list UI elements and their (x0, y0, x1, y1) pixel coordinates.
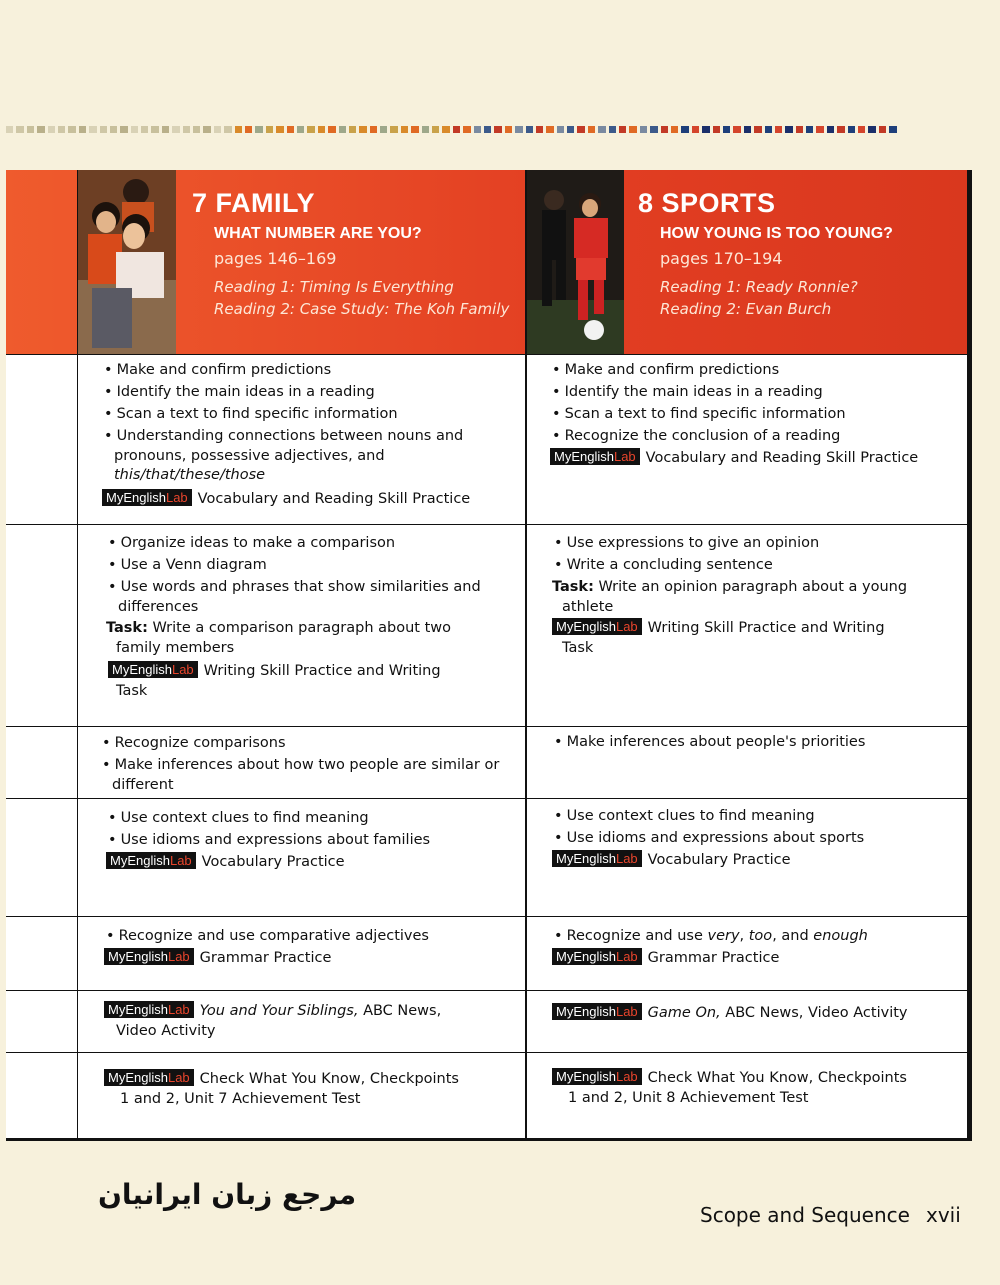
strip-square (837, 126, 844, 133)
myenglishlab-line: MyEnglishLab Vocabulary Practice (106, 851, 522, 873)
myenglishlab-line: MyEnglishLab Vocabulary Practice (552, 849, 962, 871)
unit-8-reading-1: Reading 1: Ready Ronnie? (660, 278, 858, 296)
strip-square (827, 126, 834, 133)
strip-square (785, 126, 792, 133)
myenglishlab-line: MyEnglishLab Game On, ABC News, Video Activity (552, 1002, 962, 1024)
strip-square (235, 126, 242, 133)
list-item: • Recognize and use comparative adjectives (106, 928, 429, 944)
myenglishlab-badge: MyEnglishLab (552, 618, 642, 635)
strip-square (889, 126, 896, 133)
strip-square (68, 126, 75, 133)
strip-square (172, 126, 179, 133)
strip-square (557, 126, 564, 133)
reading-cell-unit-7 (102, 359, 522, 510)
strip-square (89, 126, 96, 133)
strip-square (744, 126, 751, 133)
myenglishlab-line: MyEnglishLab You and Your Siblings, ABC News, Video Activity (104, 1000, 522, 1041)
list-item: • Use context clues to find meaning (554, 808, 815, 824)
row-divider (6, 798, 968, 799)
unit-7-pages: pages 146–169 (214, 249, 337, 268)
strip-square (806, 126, 813, 133)
strip-square (307, 126, 314, 133)
unit-7-reading-2: Reading 2: Case Study: The Koh Family (214, 300, 510, 318)
strip-square (775, 126, 782, 133)
running-footer-title: Scope and Sequence (700, 1203, 910, 1227)
strip-square (453, 126, 460, 133)
myenglishlab-badge: MyEnglishLab (104, 948, 194, 965)
strip-square (37, 126, 44, 133)
strip-square (339, 126, 346, 133)
row-divider (6, 916, 968, 917)
strip-square (16, 126, 23, 133)
myenglishlab-line: MyEnglishLab Grammar Practice (104, 947, 522, 969)
strip-square (536, 126, 543, 133)
strip-square (79, 126, 86, 133)
list-item: • Make and confirm predictions (104, 362, 332, 378)
strip-square (629, 126, 636, 133)
myenglishlab-badge: MyEnglishLab (552, 1003, 642, 1020)
list-item: • Use a Venn diagram (108, 557, 267, 573)
list-item: • Use context clues to find meaning (108, 810, 369, 826)
strip-square (484, 126, 491, 133)
writing-cell-unit-7 (106, 532, 522, 701)
strip-square (650, 126, 657, 133)
column-divider-middle (525, 170, 527, 1138)
unit-8-header (638, 188, 893, 320)
list-item: • Scan a text to find specific information (552, 406, 846, 422)
writing-task: Task: Write a comparison paragraph about two family members (106, 620, 452, 656)
strip-square (318, 126, 325, 133)
myenglishlab-badge: MyEnglishLab (550, 448, 640, 465)
list-item: • Recognize and use very, too, and enough (554, 928, 868, 944)
strip-square (422, 126, 429, 133)
strip-square (588, 126, 595, 133)
strip-square (359, 126, 366, 133)
strip-square (432, 126, 439, 133)
strip-square (816, 126, 823, 133)
myenglishlab-line: MyEnglishLab Vocabulary and Reading Skill Practice (550, 447, 960, 469)
column-divider-left (77, 170, 78, 1138)
strip-square (702, 126, 709, 133)
critical-thinking-cell-unit-8 (552, 731, 962, 753)
strip-square (671, 126, 678, 133)
strip-square (328, 126, 335, 133)
myenglishlab-badge: MyEnglishLab (104, 1001, 194, 1018)
unit-8-pages: pages 170–194 (660, 249, 783, 268)
writing-task: Task: Write an opinion paragraph about a young athlete (552, 579, 908, 615)
strip-square (349, 126, 356, 133)
strip-square (6, 126, 13, 133)
strip-square (27, 126, 34, 133)
unit-7-reading-1: Reading 1: Timing Is Everything (214, 278, 454, 296)
myenglishlab-line: MyEnglishLab Check What You Know, Checkpoints 1 and 2, Unit 7 Achievement Test (104, 1068, 522, 1109)
list-item: • Organize ideas to make a comparison (108, 535, 396, 551)
strip-square (390, 126, 397, 133)
soccer-photo (526, 170, 624, 354)
list-item: • Make inferences about people's priorities (554, 734, 866, 750)
strip-square (58, 126, 65, 133)
strip-square (255, 126, 262, 133)
strip-square (505, 126, 512, 133)
list-item: • Use words and phrases that show similarities and differences (108, 579, 481, 615)
strip-square (598, 126, 605, 133)
strip-square (515, 126, 522, 133)
strip-square (661, 126, 668, 133)
list-item: • Make inferences about how two people are similar or different (102, 757, 500, 793)
strip-square (723, 126, 730, 133)
list-item: • Recognize the conclusion of a reading (552, 428, 841, 444)
strip-square (681, 126, 688, 133)
strip-square (640, 126, 647, 133)
vocabulary-cell-unit-8 (552, 805, 962, 871)
grammar-cell-unit-8 (552, 925, 962, 969)
strip-square (214, 126, 221, 133)
strip-square (474, 126, 481, 133)
strip-square (879, 126, 886, 133)
myenglishlab-badge: MyEnglishLab (106, 852, 196, 869)
strip-square (297, 126, 304, 133)
list-item: • Identify the main ideas in a reading (552, 384, 823, 400)
reading-cell-unit-8 (550, 359, 960, 469)
strip-square (162, 126, 169, 133)
list-item: • Write a concluding sentence (554, 557, 773, 573)
strip-square (380, 126, 387, 133)
assessment-cell-unit-8 (552, 1067, 962, 1108)
myenglishlab-badge: MyEnglishLab (552, 1068, 642, 1085)
strip-square (567, 126, 574, 133)
myenglishlab-line: MyEnglishLab Grammar Practice (552, 947, 962, 969)
row-divider (6, 354, 968, 355)
strip-square (733, 126, 740, 133)
writing-cell-unit-8 (552, 532, 962, 658)
strip-square (131, 126, 138, 133)
unit-7-title: 7 FAMILY (192, 188, 316, 218)
strip-square (266, 126, 273, 133)
farsi-watermark: مرجع زبان ایرانیان (98, 1178, 357, 1211)
myenglishlab-badge: MyEnglishLab (104, 1069, 194, 1086)
unit-7-subtitle: WHAT NUMBER ARE YOU? (214, 225, 422, 242)
list-item: • Recognize comparisons (102, 735, 286, 751)
assessment-cell-unit-7 (104, 1068, 522, 1109)
strip-square (546, 126, 553, 133)
strip-square (526, 126, 533, 133)
strip-square (494, 126, 501, 133)
strip-square (48, 126, 55, 133)
strip-square (276, 126, 283, 133)
myenglishlab-line: MyEnglishLab Check What You Know, Checkpoints 1 and 2, Unit 8 Achievement Test (552, 1067, 962, 1108)
myenglishlab-line: MyEnglishLab Vocabulary and Reading Skill Practice (102, 488, 522, 510)
strip-square (796, 126, 803, 133)
strip-square (120, 126, 127, 133)
strip-square (245, 126, 252, 133)
myenglishlab-line: MyEnglishLab Writing Skill Practice and Writing Task (552, 617, 962, 658)
strip-square (713, 126, 720, 133)
strip-square (100, 126, 107, 133)
list-item: • Identify the main ideas in a reading (104, 384, 375, 400)
unit-8-subtitle: HOW YOUNG IS TOO YOUNG? (660, 225, 893, 242)
video-cell-unit-8 (552, 1002, 962, 1024)
strip-square (463, 126, 470, 133)
strip-square (183, 126, 190, 133)
myenglishlab-badge: MyEnglishLab (108, 661, 198, 678)
myenglishlab-line: MyEnglishLab Writing Skill Practice and Writing Task (106, 660, 522, 701)
page-number: xvii (926, 1203, 961, 1227)
unit-7-readings (214, 276, 509, 320)
row-divider (6, 1052, 968, 1053)
myenglishlab-badge: MyEnglishLab (552, 850, 642, 867)
strip-square (858, 126, 865, 133)
strip-square (609, 126, 616, 133)
myenglishlab-badge: MyEnglishLab (552, 948, 642, 965)
row-divider (6, 524, 968, 525)
strip-square (401, 126, 408, 133)
strip-square (287, 126, 294, 133)
unit-7-header (192, 188, 509, 320)
myenglishlab-badge: MyEnglishLab (102, 489, 192, 506)
critical-thinking-cell-unit-7 (100, 732, 520, 795)
strip-square (151, 126, 158, 133)
grammar-cell-unit-7 (104, 925, 522, 969)
scope-sequence-table (6, 170, 968, 1141)
decorative-color-strip (6, 126, 896, 133)
list-item: • Understanding connections between nouns and pronouns, possessive adjectives, and this/that/these/those (104, 428, 464, 483)
family-photo (78, 170, 176, 354)
unit-8-reading-2: Reading 2: Evan Burch (660, 300, 832, 318)
row-divider (6, 990, 968, 991)
strip-square (110, 126, 117, 133)
strip-square (193, 126, 200, 133)
unit-8-title: 8 SPORTS (638, 188, 776, 218)
video-cell-unit-7 (104, 1000, 522, 1041)
unit-8-readings (660, 276, 893, 320)
list-item: • Use idioms and expressions about families (108, 832, 431, 848)
strip-square (619, 126, 626, 133)
strip-square (411, 126, 418, 133)
strip-square (577, 126, 584, 133)
strip-square (203, 126, 210, 133)
strip-square (370, 126, 377, 133)
strip-square (141, 126, 148, 133)
list-item: • Scan a text to find specific information (104, 406, 398, 422)
list-item: • Use expressions to give an opinion (554, 535, 820, 551)
column-divider-right (967, 170, 969, 1138)
strip-square (754, 126, 761, 133)
strip-square (848, 126, 855, 133)
list-item: • Make and confirm predictions (552, 362, 780, 378)
row-divider (6, 726, 968, 727)
strip-square (442, 126, 449, 133)
strip-square (224, 126, 231, 133)
strip-square (868, 126, 875, 133)
strip-square (692, 126, 699, 133)
vocabulary-cell-unit-7 (106, 807, 522, 873)
list-item: • Use idioms and expressions about sports (554, 830, 865, 846)
strip-square (765, 126, 772, 133)
